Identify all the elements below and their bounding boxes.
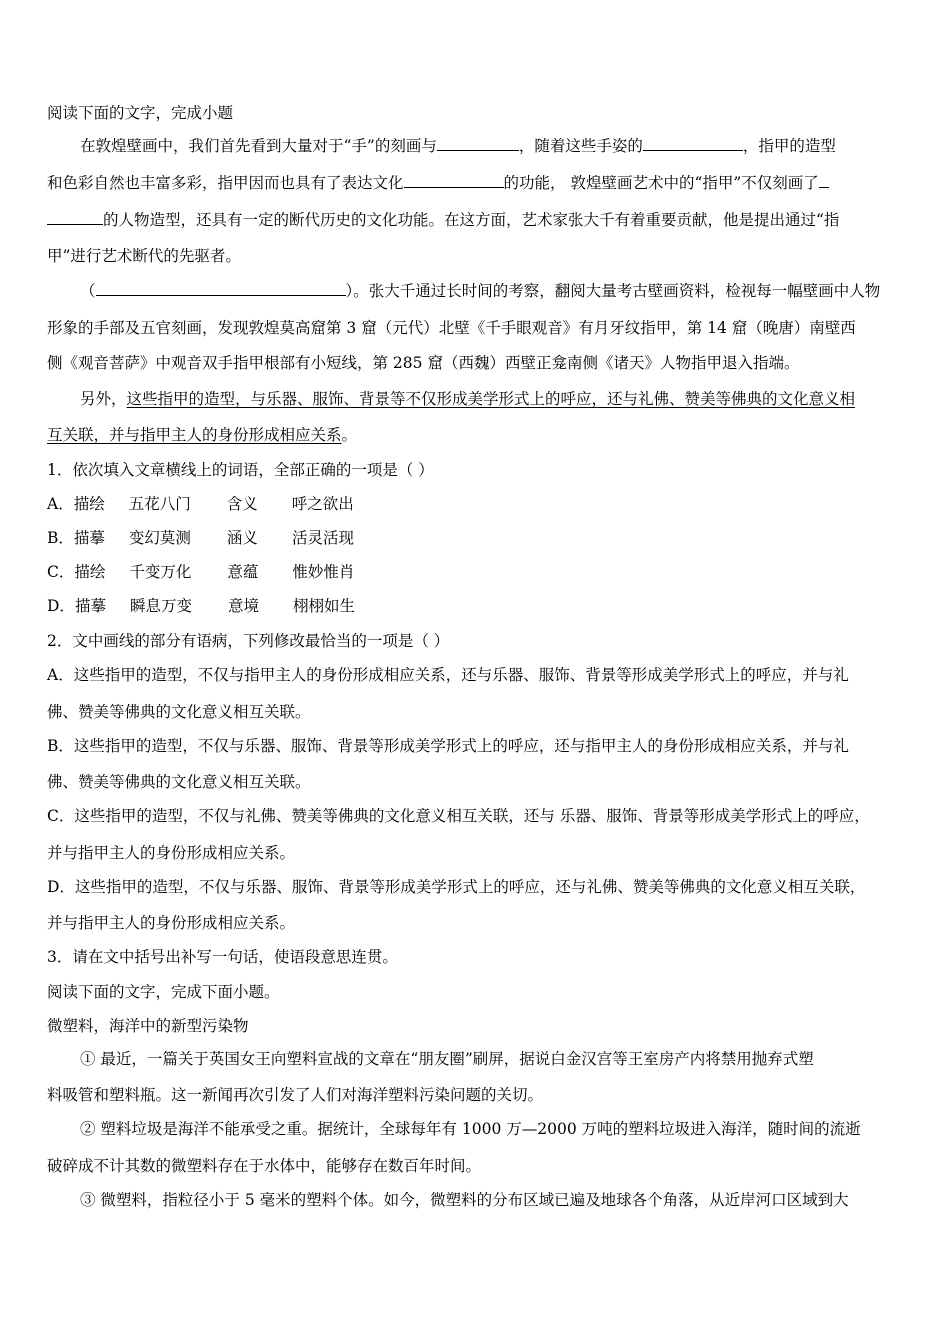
q1-option-b[interactable]: B．描摹 变幻莫测 涵义 活灵活现 — [47, 529, 354, 547]
question-1-stem: 1．依次填入文章横线上的词语，全部正确的一项是（ ） — [47, 461, 434, 479]
q2-option-b[interactable]: B．这些指甲的造型，不仅与乐器、服饰、背景等形成美学形式上的呼应，还与指甲主人的身份形成相应关系，并与礼 — [47, 737, 849, 755]
article-line: 料吸管和塑料瓶。这一新闻再次引发了人们对海洋塑料污染问题的关切。 — [47, 1086, 544, 1104]
fill-blank-4[interactable] — [47, 210, 103, 225]
fill-blank-1[interactable] — [437, 136, 519, 151]
q1-option-a[interactable]: A．描绘 五花八门 含义 呼之欲出 — [47, 495, 354, 513]
underlined-sentence: 互关联，并与指甲主人的身份形成相应关系 — [47, 426, 342, 444]
sentence-blank[interactable] — [96, 281, 346, 296]
q1-option-d[interactable]: D．描摹 瞬息万变 意境 栩栩如生 — [47, 597, 355, 615]
question-3-stem: 3．请在文中括号出补写一句话，使语段意思连贯。 — [47, 948, 398, 966]
passage-line: 侧《观音菩萨》中观音双手指甲根部有小短线，第 285 窟（西魏）西壁正龛南侧《诸天》人物指甲退入指端。 — [47, 354, 800, 372]
passage-line: 另外，这些指甲的造型，与乐器、服饰、背景等不仅形成美学形式上的呼应，还与礼佛、赞美等佛典的文化意义相 — [80, 390, 856, 408]
passage-line: 甲”进行艺术断代的先驱者。 — [47, 247, 241, 265]
fill-blank-3[interactable] — [404, 173, 504, 188]
article-line: ③ 微塑料，指粒径小于 5 毫米的塑料个体。如今，微塑料的分布区域已遍及地球各个角落，从近岸河口区域到大 — [80, 1191, 849, 1209]
q2-option-c-cont: 并与指甲主人的身份形成相应关系。 — [47, 844, 296, 862]
question-2-stem: 2．文中画线的部分有语病，下列修改最恰当的一项是（ ） — [47, 632, 450, 650]
fill-blank-4-start[interactable] — [819, 173, 829, 188]
passage-line: 在敦煌壁画中，我们首先看到大量对于“手”的刻画与 ，随着这些手姿的 ，指甲的造型 — [80, 137, 836, 155]
reading-instruction-2: 阅读下面的文字，完成下面小题。 — [47, 983, 280, 1001]
q2-option-a-cont: 佛、赞美等佛典的文化意义相互关联。 — [47, 703, 311, 721]
q2-option-d[interactable]: D．这些指甲的造型，不仅与乐器、服饰、背景等形成美学形式上的呼应，还与礼佛、赞美等佛典的文化意义相互关联， — [47, 878, 866, 896]
article-line: ② 塑料垃圾是海洋不能承受之重。据统计，全球每年有 1000 万—2000 万吨的塑料垃圾进入海洋，随时间的流逝 — [80, 1120, 861, 1138]
q1-option-c[interactable]: C．描绘 千变万化 意蕴 惟妙惟肖 — [47, 563, 355, 581]
passage-line: 和色彩自然也丰富多彩，指甲因而也具有了表达文化 的功能， 敦煌壁画艺术中的“指甲”不仅刻画了 — [47, 173, 829, 193]
q2-option-b-cont: 佛、赞美等佛典的文化意义相互关联。 — [47, 773, 311, 791]
passage-line: 互关联，并与指甲主人的身份形成相应关系。 — [47, 426, 358, 444]
q2-option-c[interactable]: C．这些指甲的造型，不仅与礼佛、赞美等佛典的文化意义相互关联，还与 乐器、服饰、背景等形成美学形式上的呼应， — [47, 807, 870, 825]
q2-option-a[interactable]: A．这些指甲的造型，不仅与指甲主人的身份形成相应关系，还与乐器、服饰、背景等形成美学形式上的呼应，并与礼 — [47, 666, 849, 684]
article-line: 破碎成不计其数的微塑料存在于水体中，能够存在数百年时间。 — [47, 1157, 482, 1175]
fill-blank-2[interactable] — [643, 136, 743, 151]
article-title: 微塑料，海洋中的新型污染物 — [47, 1017, 249, 1035]
passage-line: 的人物造型，还具有一定的断代历史的文化功能。在这方面，艺术家张大千有着重要贡献，他是提出通过“指 — [47, 210, 839, 230]
passage-line: （ ）。张大千通过长时间的考察，翻阅大量考古壁画资料，检视每一幅壁画中人物 — [80, 282, 881, 300]
reading-instruction: 阅读下面的文字，完成小题 — [47, 104, 234, 122]
passage-line: 形象的手部及五官刻画，发现敦煌莫高窟第 3 窟（元代）北壁《千手眼观音》有月牙纹指甲，第 14 窟（晚唐）南壁西 — [47, 319, 856, 337]
underlined-sentence: 这些指甲的造型，与乐器、服饰、背景等不仅形成美学形式上的呼应，还与礼佛、赞美等佛典的文化意义相 — [126, 390, 856, 408]
article-line: ① 最近，一篇关于英国女王向塑料宣战的文章在“朋友圈”刷屏，据说白金汉宫等王室房产内将禁用抛弃式塑 — [80, 1050, 814, 1068]
q2-option-d-cont: 并与指甲主人的身份形成相应关系。 — [47, 914, 296, 932]
